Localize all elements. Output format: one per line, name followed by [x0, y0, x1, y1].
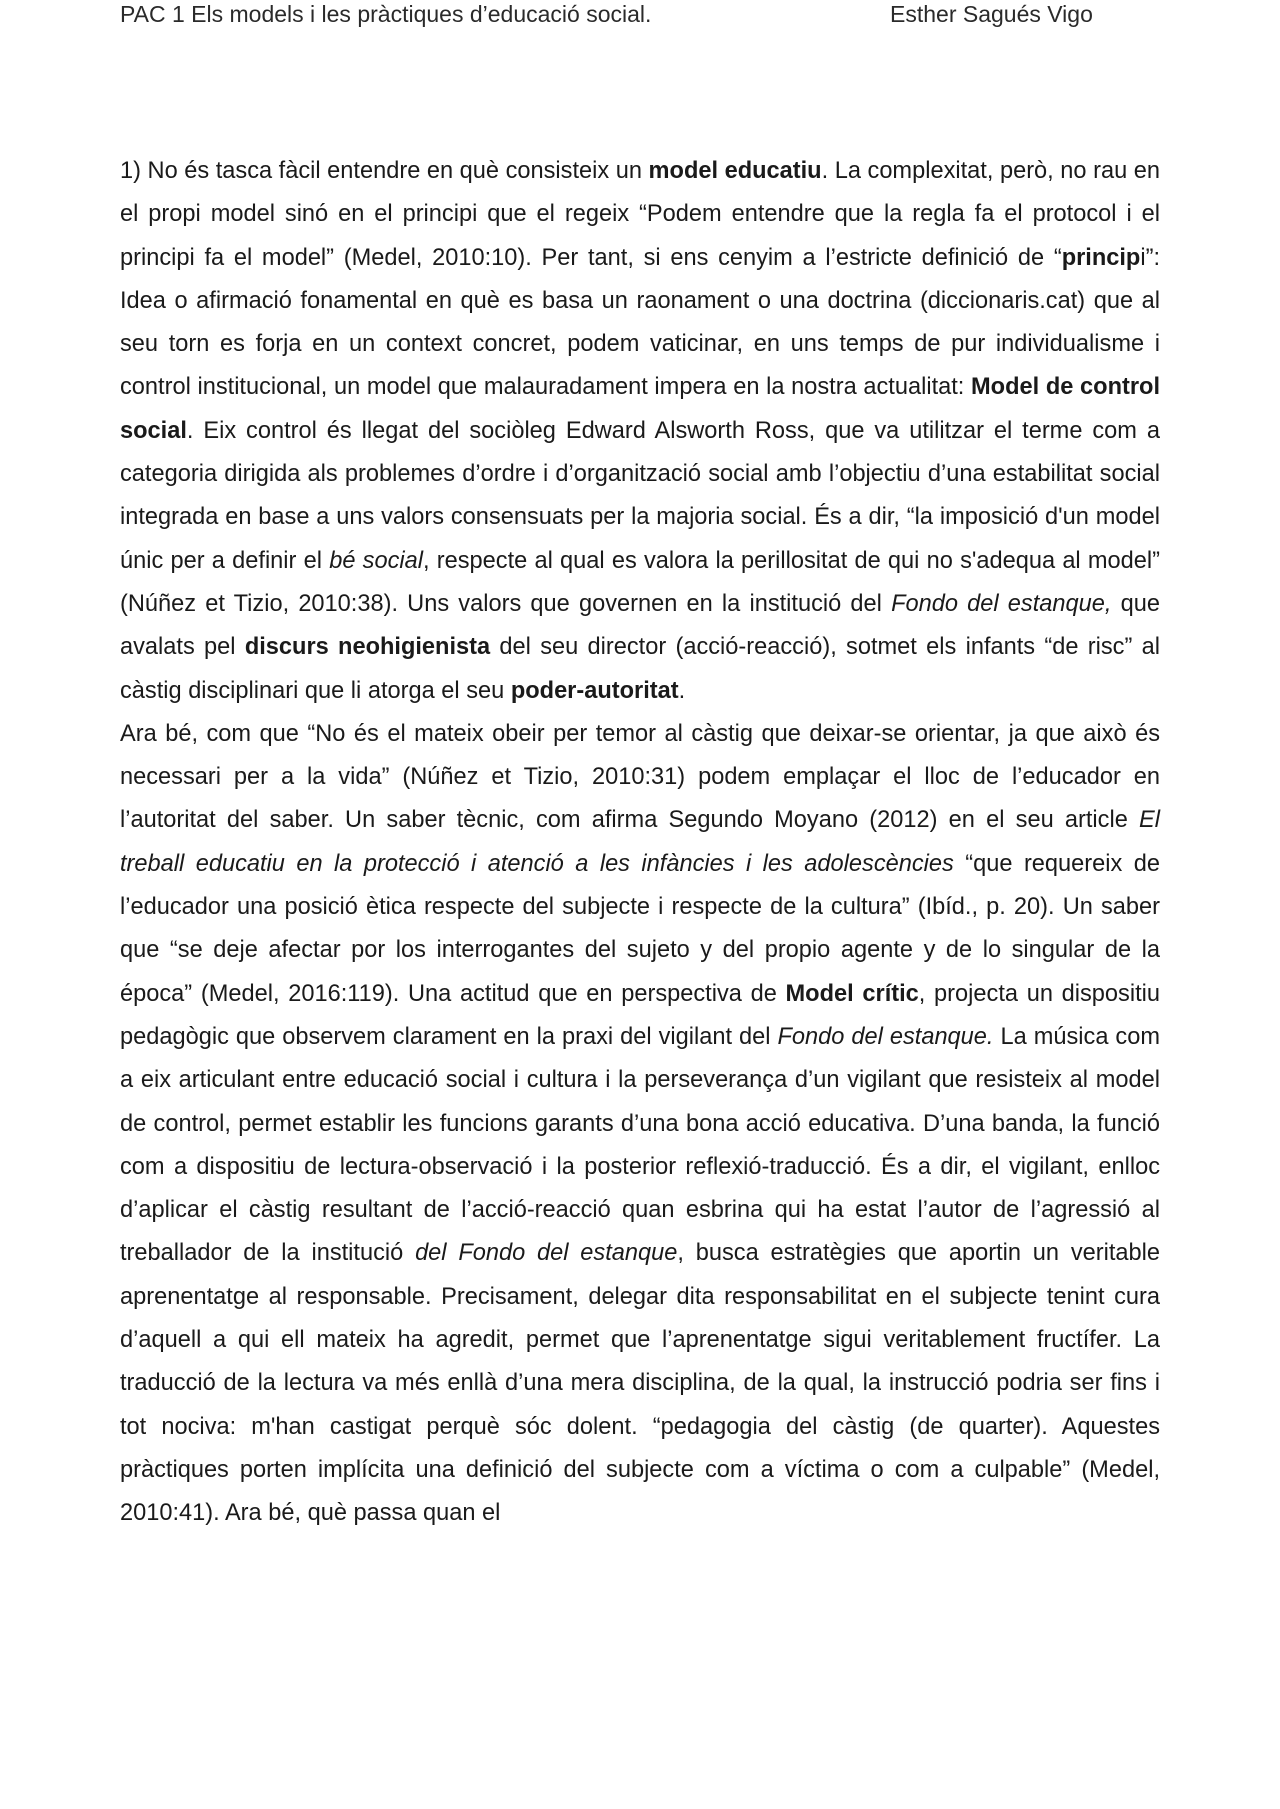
italic-text-run: Fondo del estanque, [891, 590, 1112, 617]
text-run: , busca estratègies que aportin un veritable aprenentatge al responsable. Precisament, delegar dita responsabilitat en el subjecte tenint cura d’aquell a qui ell mateix ha agredit, permet que l’aprenentatge sigui veritablement fructífer. La traducció de la lectura va més enllà d’una mera disciplina, de la qual, la instrucció podria ser fins i tot nociva: m'han castigat perquè sóc dolent. “pedagogia del càstig (de quarter). Aquestes pràctiques porten implícita una definició del subjecte com a víctima o com a culpable” (Medel, 2010:41). Ara bé, què passa quan el [120, 1240, 1160, 1527]
italic-text-run: El treball educatiu en la protecció i atenció a les infàncies i les adolescències [120, 807, 1160, 877]
text-run: . [678, 677, 686, 704]
italic-text-run: del Fondo del estanque [415, 1240, 678, 1267]
text-run: 1) No és tasca fàcil entendre en què consisteix un [120, 158, 649, 184]
bold-text-run: discurs neohigienista [244, 634, 491, 661]
bold-text-run: princip [1061, 244, 1141, 271]
text-run: . La complexitat, però, no rau en el propi model sinó en el principi que el regeix “Podem entendre que la regla fa el protocol i el principi fa el model” (Medel, 2010:10). Per tant, si ens cenyim a l’estricte definició de “ [120, 158, 1160, 271]
text-run: Ara bé, com que “No és el mateix obeir per temor al càstig que deixar-se orientar, ja que això és necessari per a la vida” (Núñez et Tizio, 2010:31) podem emplaçar el lloc de l’educador en l’autoritat del saber. Un saber tècnic, com afirma Segundo Moyano (2012) en el seu article [120, 720, 1160, 834]
text-run: . Eix control és llegat del sociòleg Edward Alsworth Ross, que va utilitzar el terme com a categoria dirigida als problemes d’ordre i d’organització social amb l’objectiu d’una estabilitat social integrada en base a uns valors consensuats per la majoria social. És a dir, “la imposició d'un model únic per a definir el [120, 417, 1160, 574]
header-author-name: Esther Sagués Vigo [890, 1, 1093, 27]
body-paragraph [120, 150, 1160, 713]
bold-text-run: poder-autoritat [510, 677, 679, 704]
text-run: que avalats pel [120, 590, 1160, 661]
text-run: La música com a eix articulant entre educació social i cultura i la perseverança d’un vigilant que resisteix al model de control, permet establir les funcions garants d’una bona acció educativa. D’una banda, la funció com a dispositiu de lectura-observació i la posterior reflexió-traducció. És a dir, el vigilant, enlloc d’aplicar el càstig resultant de l’acció-reacció quan esbrina qui ha estat l’autor de l’agressió al treballador de la institució [120, 1023, 1160, 1267]
bold-text-run: Model crític [785, 980, 919, 1007]
document-body [120, 150, 1160, 1536]
text-run: , respecte al qual es valora la perillositat de qui no s'adequa al model” (Núñez et Tizio, 2010:38). Uns valors que governen en la institució del [120, 547, 1161, 617]
italic-text-run: Fondo del estanque. [777, 1023, 994, 1050]
text-run: “que requereix de l’educador una posició ètica respecte del subjecte i respecte de la cultura” (Ibíd., p. 20). Un saber que “se deje afectar por los interrogantes del sujeto y del propio agente y de lo singular de la época” (Medel, 2016:119). Una actitud que en perspectiva de [120, 850, 1160, 1007]
text-run: i”: Idea o afirmació fonamental en què es basa un raonament o una doctrina (diccionaris.cat) que al seu torn es forja en un context concret, podem vaticinar, en uns temps de pur individualisme i control institucional, un model que malauradament impera en la nostra actualitat: [120, 244, 1160, 401]
page-header [120, 0, 1100, 30]
bold-text-run: model educatiu [648, 158, 822, 184]
header-document-title: PAC 1 Els models i les pràctiques d’educació social. [120, 1, 652, 27]
text-run: del seu director (acció-reacció), sotmet els infants “de risc” al càstig disciplinari que li atorga el seu [120, 634, 1160, 704]
italic-text-run: bé social [329, 547, 423, 574]
body-paragraph [120, 713, 1160, 1536]
text-run: , projecta un dispositiu pedagògic que observem clarament en la praxi del vigilant del [120, 980, 1161, 1050]
bold-text-run: Model de control social [120, 374, 1160, 444]
